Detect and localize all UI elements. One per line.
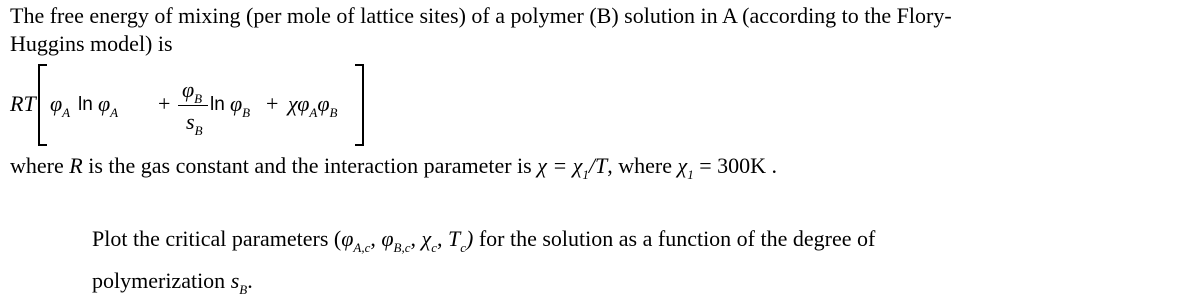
intro-line-2: Huggins model) is [10, 31, 173, 56]
ln-phi-a: $\varphi_A$ [98, 91, 119, 120]
chi-phi-a-phi-b: $\chi\varphi_A\varphi_B$ [288, 91, 338, 120]
free-energy-equation [10, 60, 380, 152]
task-line-2: polymerization $s_B$. [92, 268, 253, 297]
ln-1: ln [78, 94, 93, 115]
left-bracket [38, 64, 47, 146]
fraction-numerator: $\varphi_B$ [182, 77, 203, 106]
fraction-denominator: $s_B$ [186, 109, 203, 138]
ln-2: ln [210, 94, 225, 115]
plus-1: + [158, 91, 171, 116]
phi-a-term: $\varphi_A$ [50, 91, 71, 120]
where-line: where R is the gas constant and the interaction parameter is $\chi = \chi_1/T$, where $\chi_1 = 300K$ . [10, 153, 778, 182]
rt-prefix: RT [10, 91, 36, 116]
intro-line-1: The free energy of mixing (per mole of lattice sites) of a polymer (B) solution in A (according to the Flory- [10, 3, 952, 28]
task-line-1: Plot the critical parameters ($\varphi_{A,c}$, $\varphi_{B,c}$, $\chi_c$, $T_c$) for the solution as a function of the degree of [92, 226, 876, 255]
ln-phi-b: $\varphi_B$ [230, 91, 251, 120]
fraction-bar [178, 105, 208, 106]
plus-2: + [266, 91, 279, 116]
right-bracket [355, 64, 364, 146]
